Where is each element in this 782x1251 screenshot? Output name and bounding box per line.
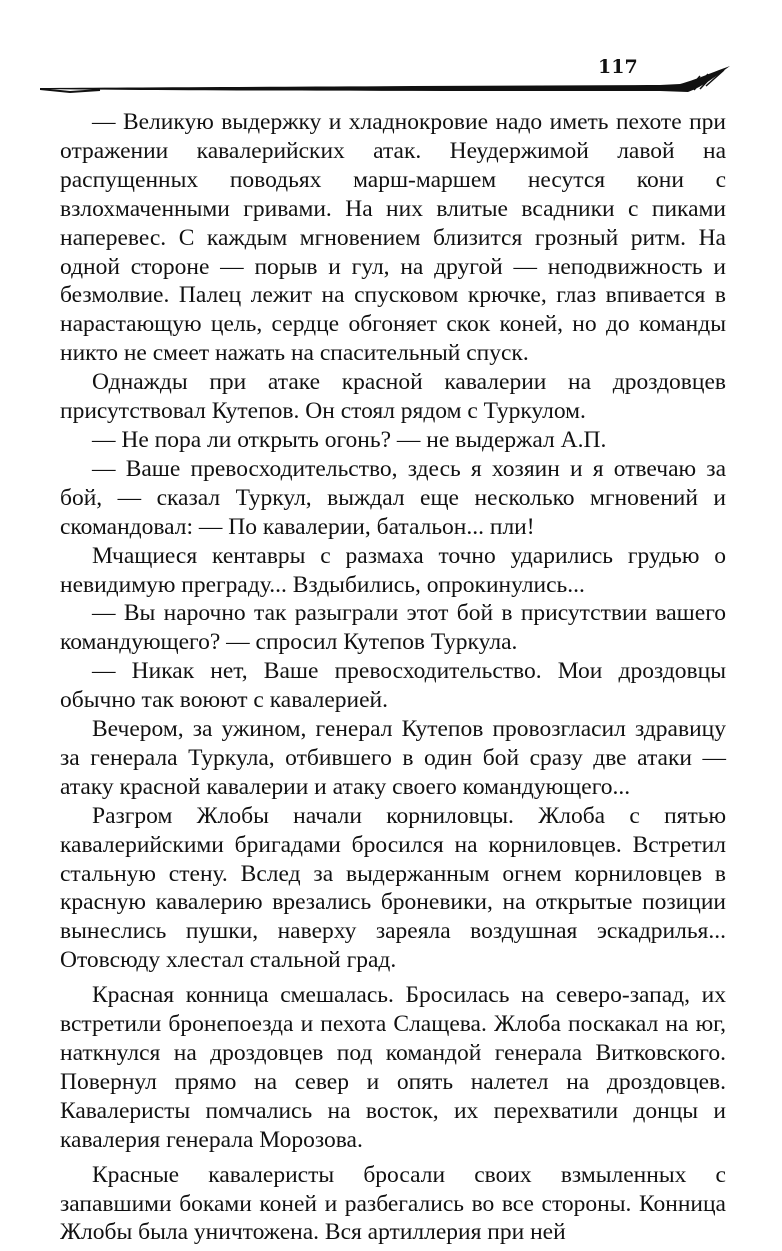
paragraph: Вечером, за ужином, генерал Кутепов провозгласил здравицу за генерала Туркула, отбившего в один бой сразу две атаки — атаку красной кавалерии и атаку своего командующего... xyxy=(60,716,726,800)
paragraph: — Никак нет, Ваше превосходительство. Мои дроздовцы обычно так воюют с кавалерией. xyxy=(60,658,726,714)
paragraph: — Ваше превосходительство, здесь я хозяин и я отвечаю за бой, — сказал Туркул, выждал еще несколько мгновений и скомандовал: — По кавалерии, батальон... пли! xyxy=(60,455,726,540)
paragraph: Мчащиеся кентавры с размаха точно ударились грудью о невидимую преграду... Вздыбились, опрокинулись... xyxy=(60,542,726,598)
paragraph: — Вы нарочно так разыграли этот бой в присутствии вашего командующего? — спросил Кутепов Туркула. xyxy=(60,600,726,656)
header-rule-ornament xyxy=(40,62,730,96)
paragraph: — Великую выдержку и хладнокровие надо иметь пехоте при отражении кавалерийских атак. Неудержимой лавой на распущенных поводьях марш-маршем несутся кони с взлохмаченными гривами. На них влитые всадники с пиками наперевес. С каждым мгновением близится грозный ритм. На одной стороне — порыв и гул, на другой — неподвижность и безмолвие. Палец лежит на спусковом крючке, глаз впивается в нарастающую цель, сердце обгоняет скок коней, но до команды никто не смеет нажать на спасительный спуск. xyxy=(60,109,726,367)
page-body xyxy=(60,108,726,1247)
paragraph: — Не пора ли открыть огонь? — не выдержал А.П. xyxy=(92,426,607,453)
paragraph: Однажды при атаке красной кавалерии на дроздовцев присутствовал Кутепов. Он стоял рядом с Туркулом. xyxy=(60,369,726,425)
paragraph: Разгром Жлобы начали корниловцы. Жлоба с пятью кавалерийскими бригадами бросился на корниловцев. Встретил стальную стену. Вслед за выдержанным огнем корниловцев в красную кавалерию врезались броневики, на открытые позиции вынеслись пушки, наверху зареяла воздушная эскадрилья... Отовсюду хлестал стальной град. xyxy=(60,802,726,974)
page-number: 117 xyxy=(598,56,638,78)
paragraph: Красная конница смешалась. Бросилась на северо-запад, их встретили бронепоезда и пехота Слащева. Жлоба поскакал на юг, наткнулся на дроздовцев под командой генерала Витковского. Повернул прямо на север и опять налетел на дроздовцев. Кавалеристы помчались на восток, их перехватили донцы и кавалерия генерала Морозова. xyxy=(60,982,726,1153)
paragraph: Красные кавалеристы бросали своих взмыленных с запавшими боками коней и разбегались во все стороны. Конница Жлобы была уничтожена. Вся артиллерия при ней xyxy=(60,1161,726,1246)
